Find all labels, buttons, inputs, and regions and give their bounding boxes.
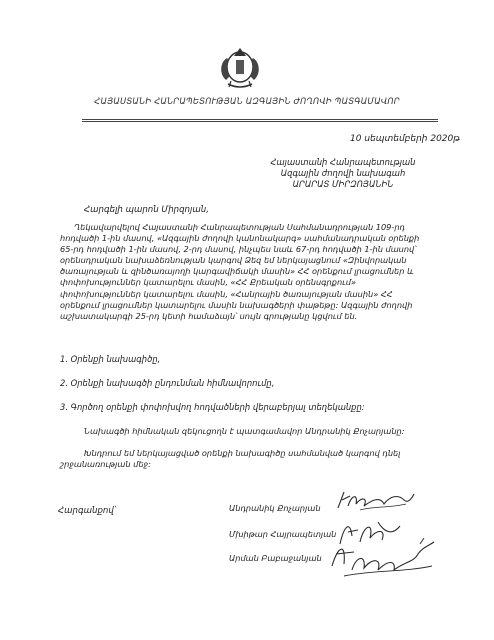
request-line: Խնդրում եմ ներկայացված օրենքի նախագիծը սահմանված կարգով դնել — [84, 448, 401, 458]
body-line: օրենքում լրացումներ կատարելու մասին նախագծերի փաթեթը: Ազգային ժողովի — [60, 299, 413, 310]
letter-date: 10 սեպտեմբերի 2020թ — [350, 134, 460, 144]
rapporteur-note: Նախագծի հիմնական զեկուցողն է պատգամավոր Անդրանիկ Քոչարյանը: — [84, 426, 405, 436]
signatory-name: Մխիթար Հայրապետյան — [229, 529, 337, 539]
greeting: Հարգելի պարոն Միրզոյան, — [84, 205, 209, 215]
signatory-name: Անդրանիկ Քոչարյան — [229, 503, 321, 513]
body-line: աշխատակարգի 25-րդ կետի համաձայն՝ սույն գրությանը կցվում են. — [60, 310, 358, 321]
header-rule — [82, 121, 438, 122]
addressee-line: Հայաստանի Հանրապետության — [270, 157, 416, 167]
body-line: 65-րդ հոդվածի 1-ին մասով, 2-րդ մասով, ինչպես նաև 67-րդ հոդվածի 1-ին մասով՝ — [60, 244, 417, 255]
body-line: հոդվածի 1-ին մասով, «Ազգային ժողովի կանոնակարգ» սահմանադրական օրենքի — [60, 233, 420, 244]
addressee-line: Ազգային ժողովի նախագահ — [280, 168, 406, 178]
body-line: փոփոխություններ կատարելու մասին, «Հանրային ծառայության մասին» ՀՀ — [60, 288, 393, 299]
addressee-block — [258, 157, 428, 190]
body-line: Ղեկավարվելով Հայաստանի Հանրապետության Սահմանադրության 109-րդ — [74, 222, 405, 232]
attachment-item: 3. Գործող օրենքի փոփոխվող հոդվածների վերաբերյալ տեղեկանքը: — [60, 402, 365, 412]
body-paragraph — [60, 222, 440, 322]
addressee-name: ԱՐԱՐԱՏ ՄԻՐԶՈՅԱՆԻՆ — [292, 179, 394, 189]
closing-salutation: Հարգանքով՝ — [58, 506, 116, 516]
handwritten-signature — [324, 536, 440, 582]
body-line: օրենսդրական նախաձեռնության կարգով Ձեզ եմ ներկայացնում «Զինվորական — [60, 255, 407, 266]
body-line: ծառայության և զինծառայողի կարգավիճակի մասին» ՀՀ օրենքում լրացումներ և — [60, 266, 414, 277]
header-rule — [82, 119, 438, 120]
attachment-item: 1. Օրենքի նախագիծը, — [60, 354, 161, 364]
signatory-name: Արման Բաբաջանյան — [229, 553, 322, 563]
request-line: շրջանառության մեջ: — [60, 459, 151, 469]
coat-of-arms-emblem — [214, 40, 266, 90]
attachment-item: 2. Օրենքի նախագծի ընդունման հիմնավորումը, — [60, 378, 275, 388]
body-line: փոփոխություններ կատարելու մասին, «ՀՀ Քրեական օրենսգրքում» — [60, 277, 356, 288]
letterhead-title: ՀԱՅԱՍՏԱՆԻ ՀԱՆՐԱՊԵՏՈՒԹՅԱՆ ԱԶԳԱՅԻՆ ԺՈՂՈՎԻ ՊԱՏԳԱՄԱՎՈՐ — [94, 96, 400, 106]
handwritten-signature — [334, 486, 416, 516]
